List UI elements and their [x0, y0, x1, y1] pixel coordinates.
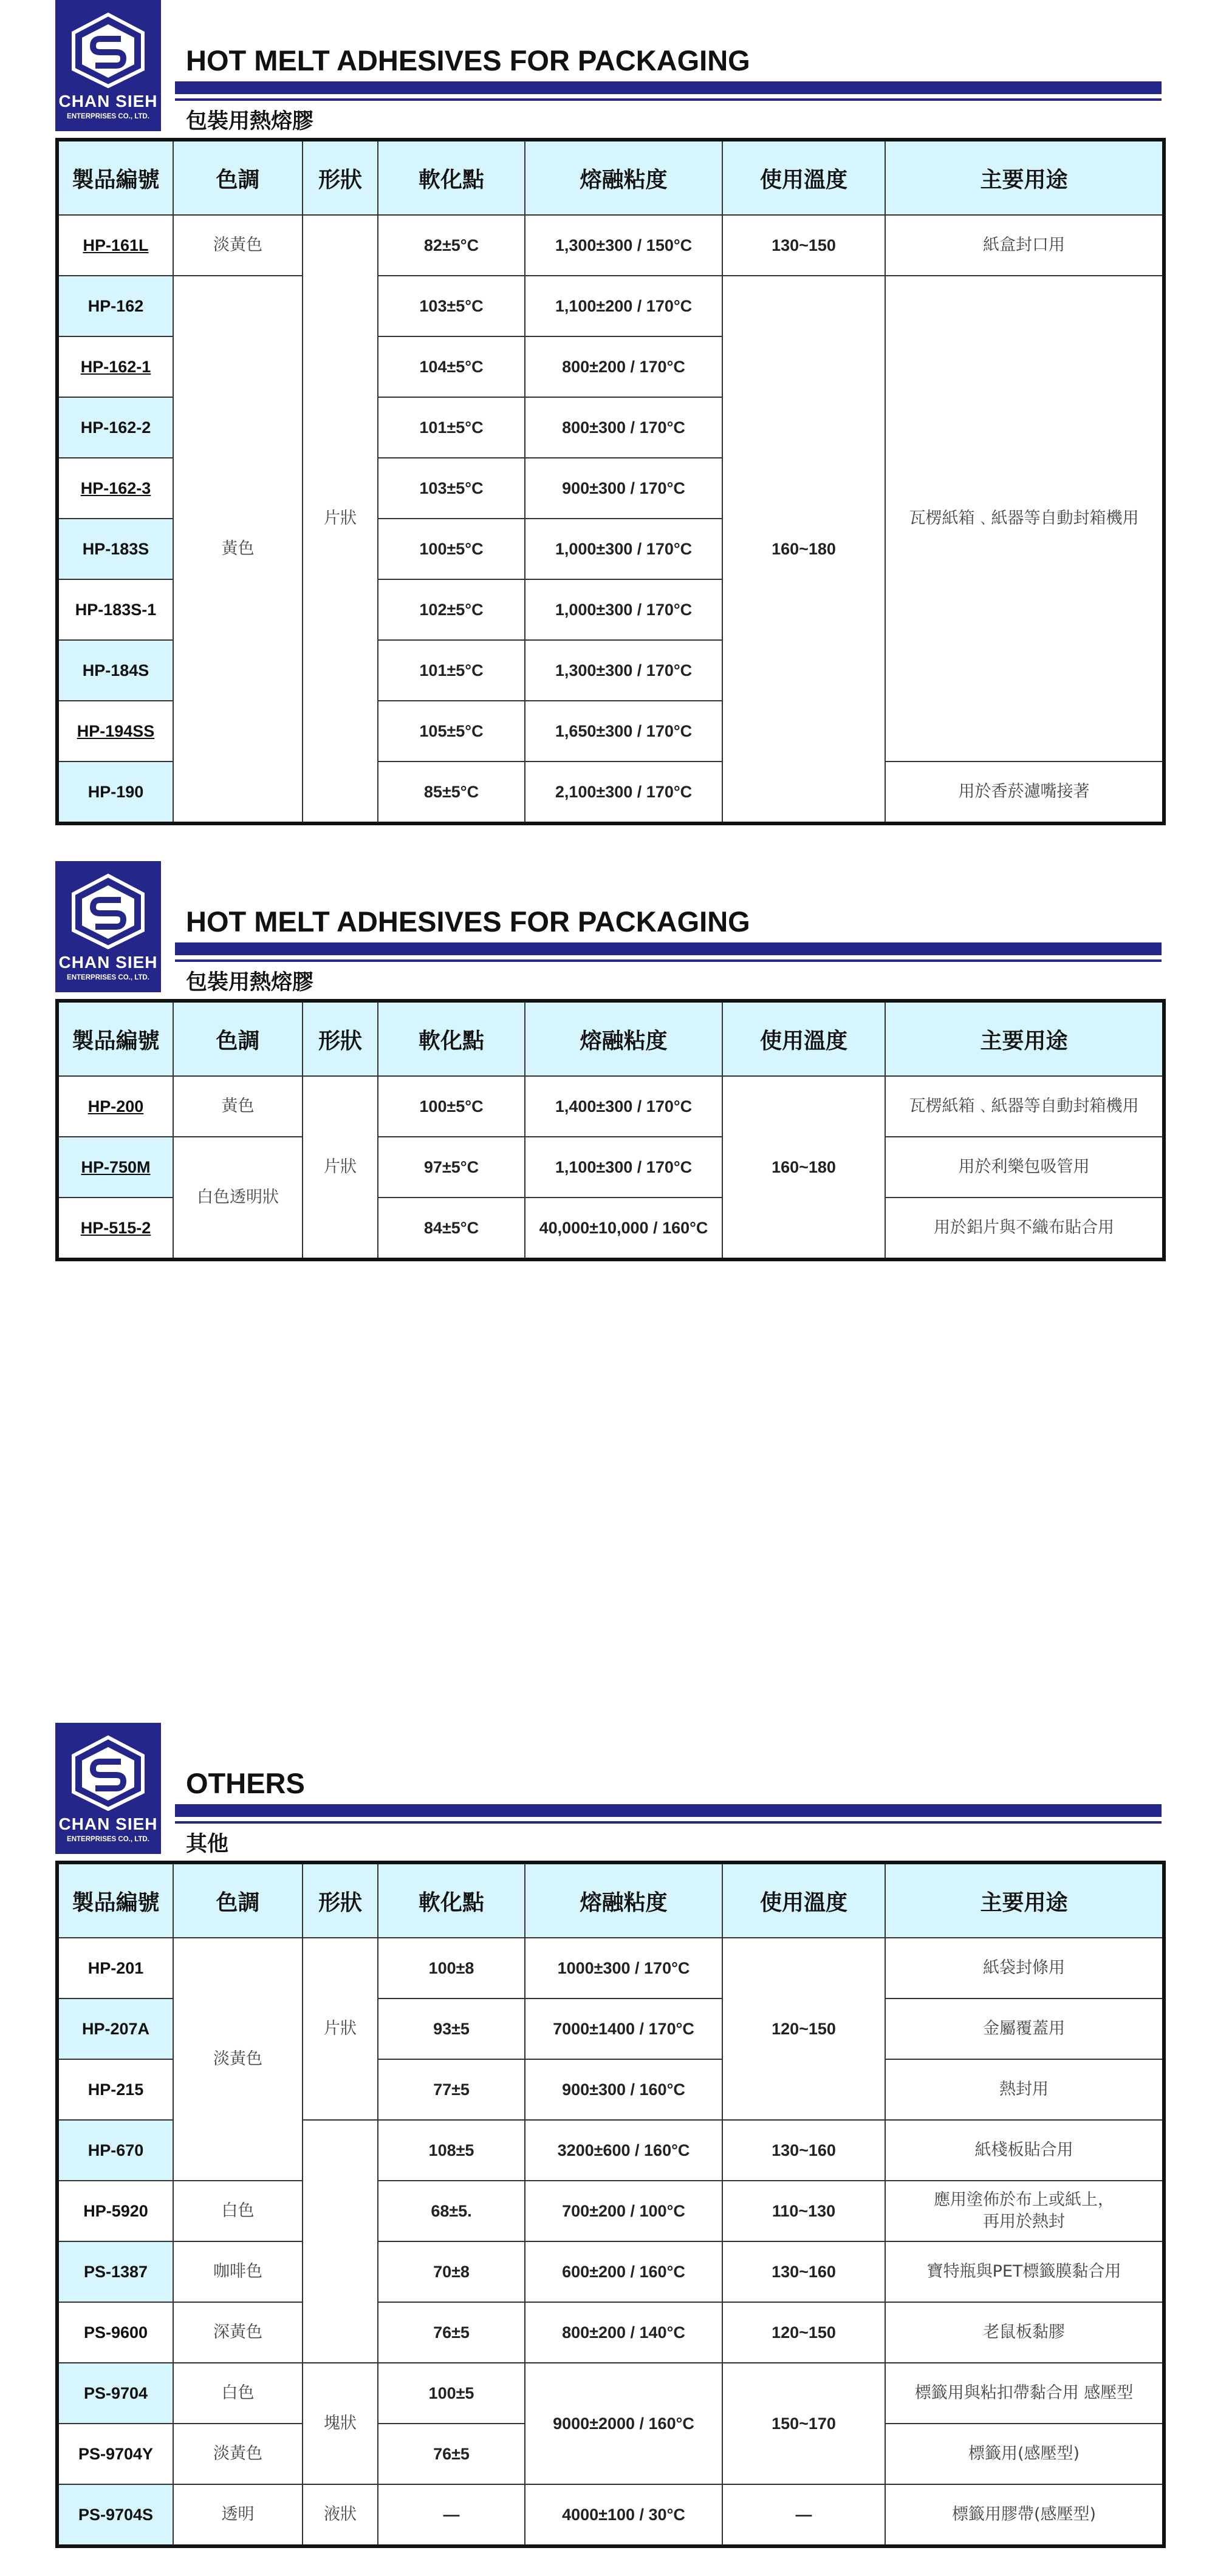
brand-subtitle: ENTERPRISES CO., LTD.: [67, 113, 149, 120]
softening-cell: 97±5°C: [378, 1137, 525, 1198]
header-softening: 軟化點: [378, 140, 525, 215]
temp-cell: 130~160: [722, 2120, 885, 2181]
header-code: 製品編號: [57, 1862, 173, 1938]
spec-table: [55, 138, 1166, 825]
temp-cell: 120~150: [722, 2302, 885, 2363]
viscosity-cell: 1,300±300 / 150°C: [525, 215, 722, 276]
softening-cell: 68±5.: [378, 2181, 525, 2241]
product-code: HP-670: [57, 2120, 173, 2181]
use-cell: 瓦楞紙箱﹑紙器等自動封箱機用: [885, 276, 1164, 762]
logo-emblem-icon: [69, 873, 148, 949]
temp-cell: 130~160: [722, 2241, 885, 2302]
shape-cell: 片狀: [303, 215, 378, 823]
softening-cell: 103±5°C: [378, 276, 525, 336]
header-use: 主要用途: [885, 140, 1164, 215]
color-cell: 淡黃色: [173, 215, 303, 276]
color-cell: 淡黃色: [173, 2424, 303, 2484]
product-code[interactable]: HP-200: [57, 1076, 173, 1137]
color-cell: 白色透明狀: [173, 1137, 303, 1259]
brand-subtitle: ENTERPRISES CO., LTD.: [67, 1836, 149, 1843]
use-cell: 應用塗佈於布上或紙上， 再用於熱封: [885, 2181, 1164, 2241]
table-row: [57, 1938, 1164, 1998]
section-subtitle: 其他: [186, 1832, 229, 1856]
brand-subtitle: ENTERPRISES CO., LTD.: [67, 974, 149, 981]
brand-name: CHAN SIEH: [58, 1814, 158, 1833]
use-cell: 老鼠板黏膠: [885, 2302, 1164, 2363]
title-bar: [175, 81, 1162, 94]
softening-cell: 102±5°C: [378, 579, 525, 640]
section-subtitle: 包裝用熱熔膠: [186, 970, 314, 995]
use-cell: 寶特瓶與PET標籤膜黏合用: [885, 2241, 1164, 2302]
spec-table: [55, 999, 1166, 1261]
product-code: HP-184S: [57, 640, 173, 701]
temp-cell: 160~180: [722, 276, 885, 823]
header-temp: 使用溫度: [722, 1001, 885, 1076]
use-cell: 用於利樂包吸管用: [885, 1137, 1164, 1198]
softening-cell: 85±5°C: [378, 762, 525, 823]
product-code[interactable]: HP-162-1: [57, 336, 173, 397]
table-row: [57, 1137, 1164, 1198]
use-cell: 紙袋封條用: [885, 1938, 1164, 1998]
header-viscosity: 熔融粘度: [525, 1001, 722, 1076]
softening-cell: 70±8: [378, 2241, 525, 2302]
use-cell: 熱封用: [885, 2059, 1164, 2120]
temp-cell: 160~180: [722, 1076, 885, 1259]
softening-cell: 108±5: [378, 2120, 525, 2181]
table-row: [57, 2181, 1164, 2241]
header-use: 主要用途: [885, 1862, 1164, 1938]
section-title: HOT MELT ADHESIVES FOR PACKAGING: [186, 44, 750, 77]
viscosity-cell: 800±300 / 170°C: [525, 397, 722, 458]
softening-cell: 76±5: [378, 2424, 525, 2484]
viscosity-cell: 1,000±300 / 170°C: [525, 579, 722, 640]
viscosity-cell: 1,400±300 / 170°C: [525, 1076, 722, 1137]
softening-cell: 104±5°C: [378, 336, 525, 397]
product-code: PS-9704: [57, 2363, 173, 2424]
temp-cell: 150~170: [722, 2363, 885, 2484]
softening-cell: 100±5°C: [378, 1076, 525, 1137]
color-cell: 白色: [173, 2363, 303, 2424]
use-cell: 用於香菸濾嘴接著: [885, 762, 1164, 823]
viscosity-cell: 7000±1400 / 170°C: [525, 1998, 722, 2059]
viscosity-cell: 2,100±300 / 170°C: [525, 762, 722, 823]
temp-cell: 120~150: [722, 1938, 885, 2120]
title-bar: [175, 1804, 1162, 1817]
color-cell: 淡黃色: [173, 1938, 303, 2181]
section-title: HOT MELT ADHESIVES FOR PACKAGING: [186, 905, 750, 938]
product-code: HP-183S-1: [57, 579, 173, 640]
header-color: 色調: [173, 1001, 303, 1076]
color-cell: 黃色: [173, 1076, 303, 1137]
viscosity-cell: 1,650±300 / 170°C: [525, 701, 722, 762]
table-row: [57, 2363, 1164, 2424]
use-cell: 金屬覆蓋用: [885, 1998, 1164, 2059]
viscosity-cell: 700±200 / 100°C: [525, 2181, 722, 2241]
shape-cell: 液狀: [303, 2484, 378, 2546]
title-bar: [175, 942, 1162, 955]
softening-cell: 101±5°C: [378, 640, 525, 701]
product-code: PS-9600: [57, 2302, 173, 2363]
brand-name: CHAN SIEH: [58, 953, 158, 972]
product-code[interactable]: HP-162-3: [57, 458, 173, 519]
shape-cell: 片狀: [303, 1076, 378, 1259]
viscosity-cell: 40,000±10,000 / 160°C: [525, 1198, 722, 1259]
table-row: [57, 2241, 1164, 2302]
viscosity-cell: 800±200 / 140°C: [525, 2302, 722, 2363]
viscosity-cell: 900±300 / 160°C: [525, 2059, 722, 2120]
product-code[interactable]: HP-161L: [57, 215, 173, 276]
softening-cell: 105±5°C: [378, 701, 525, 762]
use-cell: 標籤用(感壓型): [885, 2424, 1164, 2484]
product-code: HP-201: [57, 1938, 173, 1998]
product-code: PS-9704S: [57, 2484, 173, 2546]
color-cell: 白色: [173, 2181, 303, 2241]
viscosity-cell: 3200±600 / 160°C: [525, 2120, 722, 2181]
shape-cell: [303, 2120, 378, 2363]
logo-emblem-icon: [69, 12, 148, 88]
product-code: HP-190: [57, 762, 173, 823]
header-viscosity: 熔融粘度: [525, 1862, 722, 1938]
viscosity-cell: 600±200 / 160°C: [525, 2241, 722, 2302]
softening-cell: 100±5: [378, 2363, 525, 2424]
brand-name: CHAN SIEH: [58, 92, 158, 111]
header-softening: 軟化點: [378, 1001, 525, 1076]
header-shape: 形狀: [303, 1862, 378, 1938]
product-code: HP-5920: [57, 2181, 173, 2241]
temp-cell: 130~150: [722, 215, 885, 276]
use-cell: 標籤用與粘扣帶黏合用 感壓型: [885, 2363, 1164, 2424]
header-code: 製品編號: [57, 1001, 173, 1076]
header-shape: 形狀: [303, 1001, 378, 1076]
product-code: PS-9704Y: [57, 2424, 173, 2484]
color-cell: 咖啡色: [173, 2241, 303, 2302]
header-color: 色調: [173, 140, 303, 215]
header-temp: 使用溫度: [722, 1862, 885, 1938]
spec-table: [55, 1861, 1166, 2548]
header-use: 主要用途: [885, 1001, 1164, 1076]
table-header-row: [57, 1001, 1164, 1076]
use-cell: 標籤用膠帶(感壓型): [885, 2484, 1164, 2546]
table-row: [57, 2302, 1164, 2363]
viscosity-cell: 1,100±200 / 170°C: [525, 276, 722, 336]
softening-cell: 100±5°C: [378, 519, 525, 579]
color-cell: 深黃色: [173, 2302, 303, 2363]
header-shape: 形狀: [303, 140, 378, 215]
product-code: HP-162-2: [57, 397, 173, 458]
table-row: [57, 215, 1164, 276]
use-cell: 紙棧板貼合用: [885, 2120, 1164, 2181]
viscosity-cell: 900±300 / 170°C: [525, 458, 722, 519]
softening-cell: 93±5: [378, 1998, 525, 2059]
viscosity-cell: 1,000±300 / 170°C: [525, 519, 722, 579]
title-rule: [175, 959, 1162, 962]
viscosity-cell: 9000±2000 / 160°C: [525, 2363, 722, 2484]
table-header-row: [57, 140, 1164, 215]
title-rule: [175, 98, 1162, 101]
product-code: HP-183S: [57, 519, 173, 579]
table-row: [57, 1076, 1164, 1137]
softening-cell: 101±5°C: [378, 397, 525, 458]
company-logo: [55, 861, 161, 992]
header-softening: 軟化點: [378, 1862, 525, 1938]
viscosity-cell: 4000±100 / 30°C: [525, 2484, 722, 2546]
company-logo: [55, 1723, 161, 1854]
color-cell: 黃色: [173, 276, 303, 823]
product-code: PS-1387: [57, 2241, 173, 2302]
softening-cell: 100±8: [378, 1938, 525, 1998]
softening-cell: 103±5°C: [378, 458, 525, 519]
use-cell: 紙盒封口用: [885, 215, 1164, 276]
table-header-row: [57, 1862, 1164, 1938]
use-cell: 用於鋁片與不織布貼合用: [885, 1198, 1164, 1259]
use-cell: 瓦楞紙箱﹑紙器等自動封箱機用: [885, 1076, 1164, 1137]
header-code: 製品編號: [57, 140, 173, 215]
section-subtitle: 包裝用熱熔膠: [186, 109, 314, 134]
temp-cell: —: [722, 2484, 885, 2546]
header-temp: 使用溫度: [722, 140, 885, 215]
softening-cell: 84±5°C: [378, 1198, 525, 1259]
softening-cell: 77±5: [378, 2059, 525, 2120]
product-code[interactable]: HP-515-2: [57, 1198, 173, 1259]
softening-cell: 82±5°C: [378, 215, 525, 276]
product-code[interactable]: HP-194SS: [57, 701, 173, 762]
section-title: OTHERS: [186, 1767, 305, 1799]
product-code[interactable]: HP-750M: [57, 1137, 173, 1198]
temp-cell: 110~130: [722, 2181, 885, 2241]
product-code: HP-207A: [57, 1998, 173, 2059]
logo-emblem-icon: [69, 1735, 148, 1811]
table-row: [57, 276, 1164, 336]
table-row: [57, 2484, 1164, 2546]
softening-cell: 76±5: [378, 2302, 525, 2363]
company-logo: [55, 0, 161, 131]
softening-cell: —: [378, 2484, 525, 2546]
shape-cell: 塊狀: [303, 2363, 378, 2484]
header-color: 色調: [173, 1862, 303, 1938]
product-code: HP-215: [57, 2059, 173, 2120]
viscosity-cell: 1000±300 / 170°C: [525, 1938, 722, 1998]
viscosity-cell: 800±200 / 170°C: [525, 336, 722, 397]
viscosity-cell: 1,100±300 / 170°C: [525, 1137, 722, 1198]
product-code: HP-162: [57, 276, 173, 336]
shape-cell: 片狀: [303, 1938, 378, 2120]
title-rule: [175, 1821, 1162, 1824]
color-cell: 透明: [173, 2484, 303, 2546]
viscosity-cell: 1,300±300 / 170°C: [525, 640, 722, 701]
header-viscosity: 熔融粘度: [525, 140, 722, 215]
